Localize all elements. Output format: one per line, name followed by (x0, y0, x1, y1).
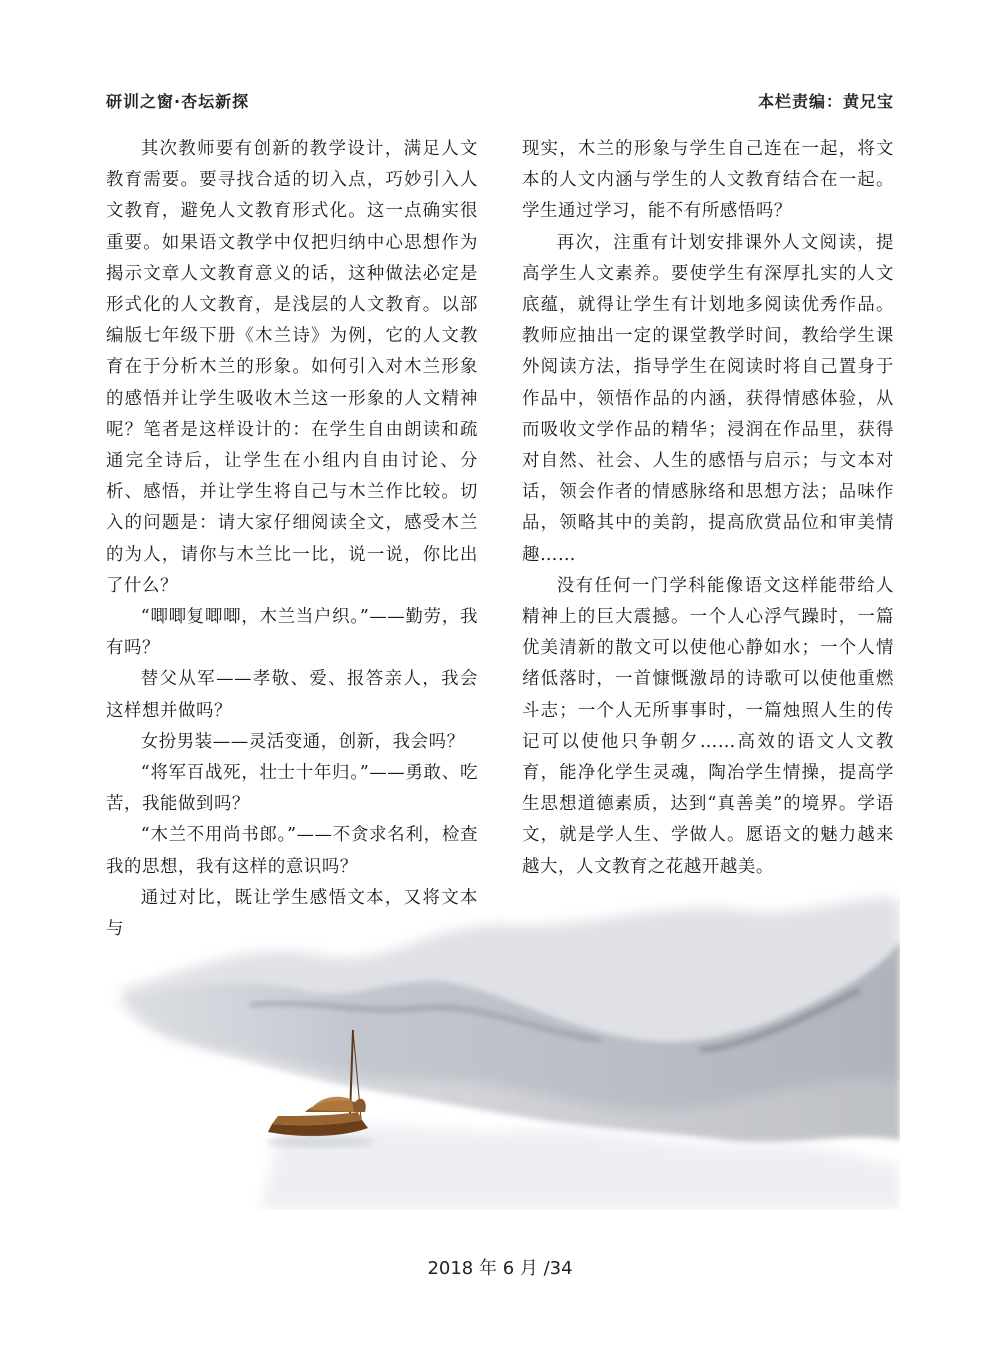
left-column (106, 134, 478, 945)
section-title: 研训之窗·杏坛新探 (106, 92, 250, 111)
paragraph-continuation: 现实，木兰的形象与学生自己连在一起，将文本的人文内涵与学生的人文教育结合在一起。学生通过学习，能不有所感悟吗？ (522, 139, 894, 222)
paragraph: “唧唧复唧唧，木兰当户织。”——勤劳，我有吗？ (106, 607, 478, 659)
paragraph: 没有任何一门学科能像语文这样能带给人精神上的巨大震撼。一个人心浮气躁时，一篇优美清新的散文可以使他心静如水；一个人情绪低落时，一首慷慨激昂的诗歌可以使他重燃斗志；一个人无所事事时，一篇烛照人生的传记可以使他只争朝夕……高效的语文人文教育，能净化学生灵魂，陶冶学生情操，提高学生思想道德素质，达到“真善美”的境界。学语文，就是学人生、学做人。愿语文的魅力越来越大，人文教育之花越开越美。 (522, 575, 894, 877)
paragraph: 其次教师要有创新的教学设计，满足人文教育需要。要寻找合适的切入点，巧妙引入人文教育，避免人文教育形式化。这一点确实很重要。如果语文教学中仅把归纳中心思想作为揭示文章人文教育意义的话，这种做法必定是形式化的人文教育，是浅层的人文教育。以部编版七年级下册《木兰诗》为例，它的人文教育在于分析木兰的形象。如何引入对木兰形象的感悟并让学生吸收木兰这一形象的人文精神呢？笔者是这样设计的：在学生自由朗读和疏通完全诗后，让学生在小组内自由讨论、分析、感悟，并让学生将自己与木兰作比较。切入的问题是：请大家仔细阅读全文，感受木兰的为人，请你与木兰比一比，说一说，你比出了什么？ (106, 139, 478, 596)
ink-landscape-illustration (100, 880, 900, 1210)
paragraph: “将军百战死，壮士十年归。”——勇敢、吃苦，我能做到吗？ (106, 763, 478, 815)
paragraph: 替父从军——孝敬、爱、报答亲人，我会这样想并做吗？ (106, 669, 478, 721)
column-editor: 本栏责编：黄兄宝 (757, 92, 894, 111)
page-footer: 2018 年 6 月 /34 (427, 1258, 573, 1279)
paragraph: 女扮男装——灵活变通，创新，我会吗？ (140, 731, 465, 752)
paragraph: 再次，注重有计划安排课外人文阅读，提高学生人文素养。要使学生有深厚扎实的人文底蕴，就得让学生有计划地多阅读优秀作品。教师应抽出一定的课堂教学时间，教给学生课外阅读方法，指导学生在阅读时将自己置身于作品中，领悟作品的内涵，获得情感体验，从而吸收文学作品的精华；浸润在作品里，获得对自然、社会、人生的感悟与启示；与文本对话，领会作者的情感脉络和思想方法；品味作品，领略其中的美韵，提高欣赏品位和审美情趣…… (522, 232, 894, 565)
paragraph: “木兰不用尚书郎。”——不贪求名利，检查我的思想，我有这样的意识吗？ (106, 825, 478, 877)
paragraph: 通过对比，既让学生感悟文本，又将文本与 (106, 887, 478, 940)
right-column (522, 134, 894, 883)
